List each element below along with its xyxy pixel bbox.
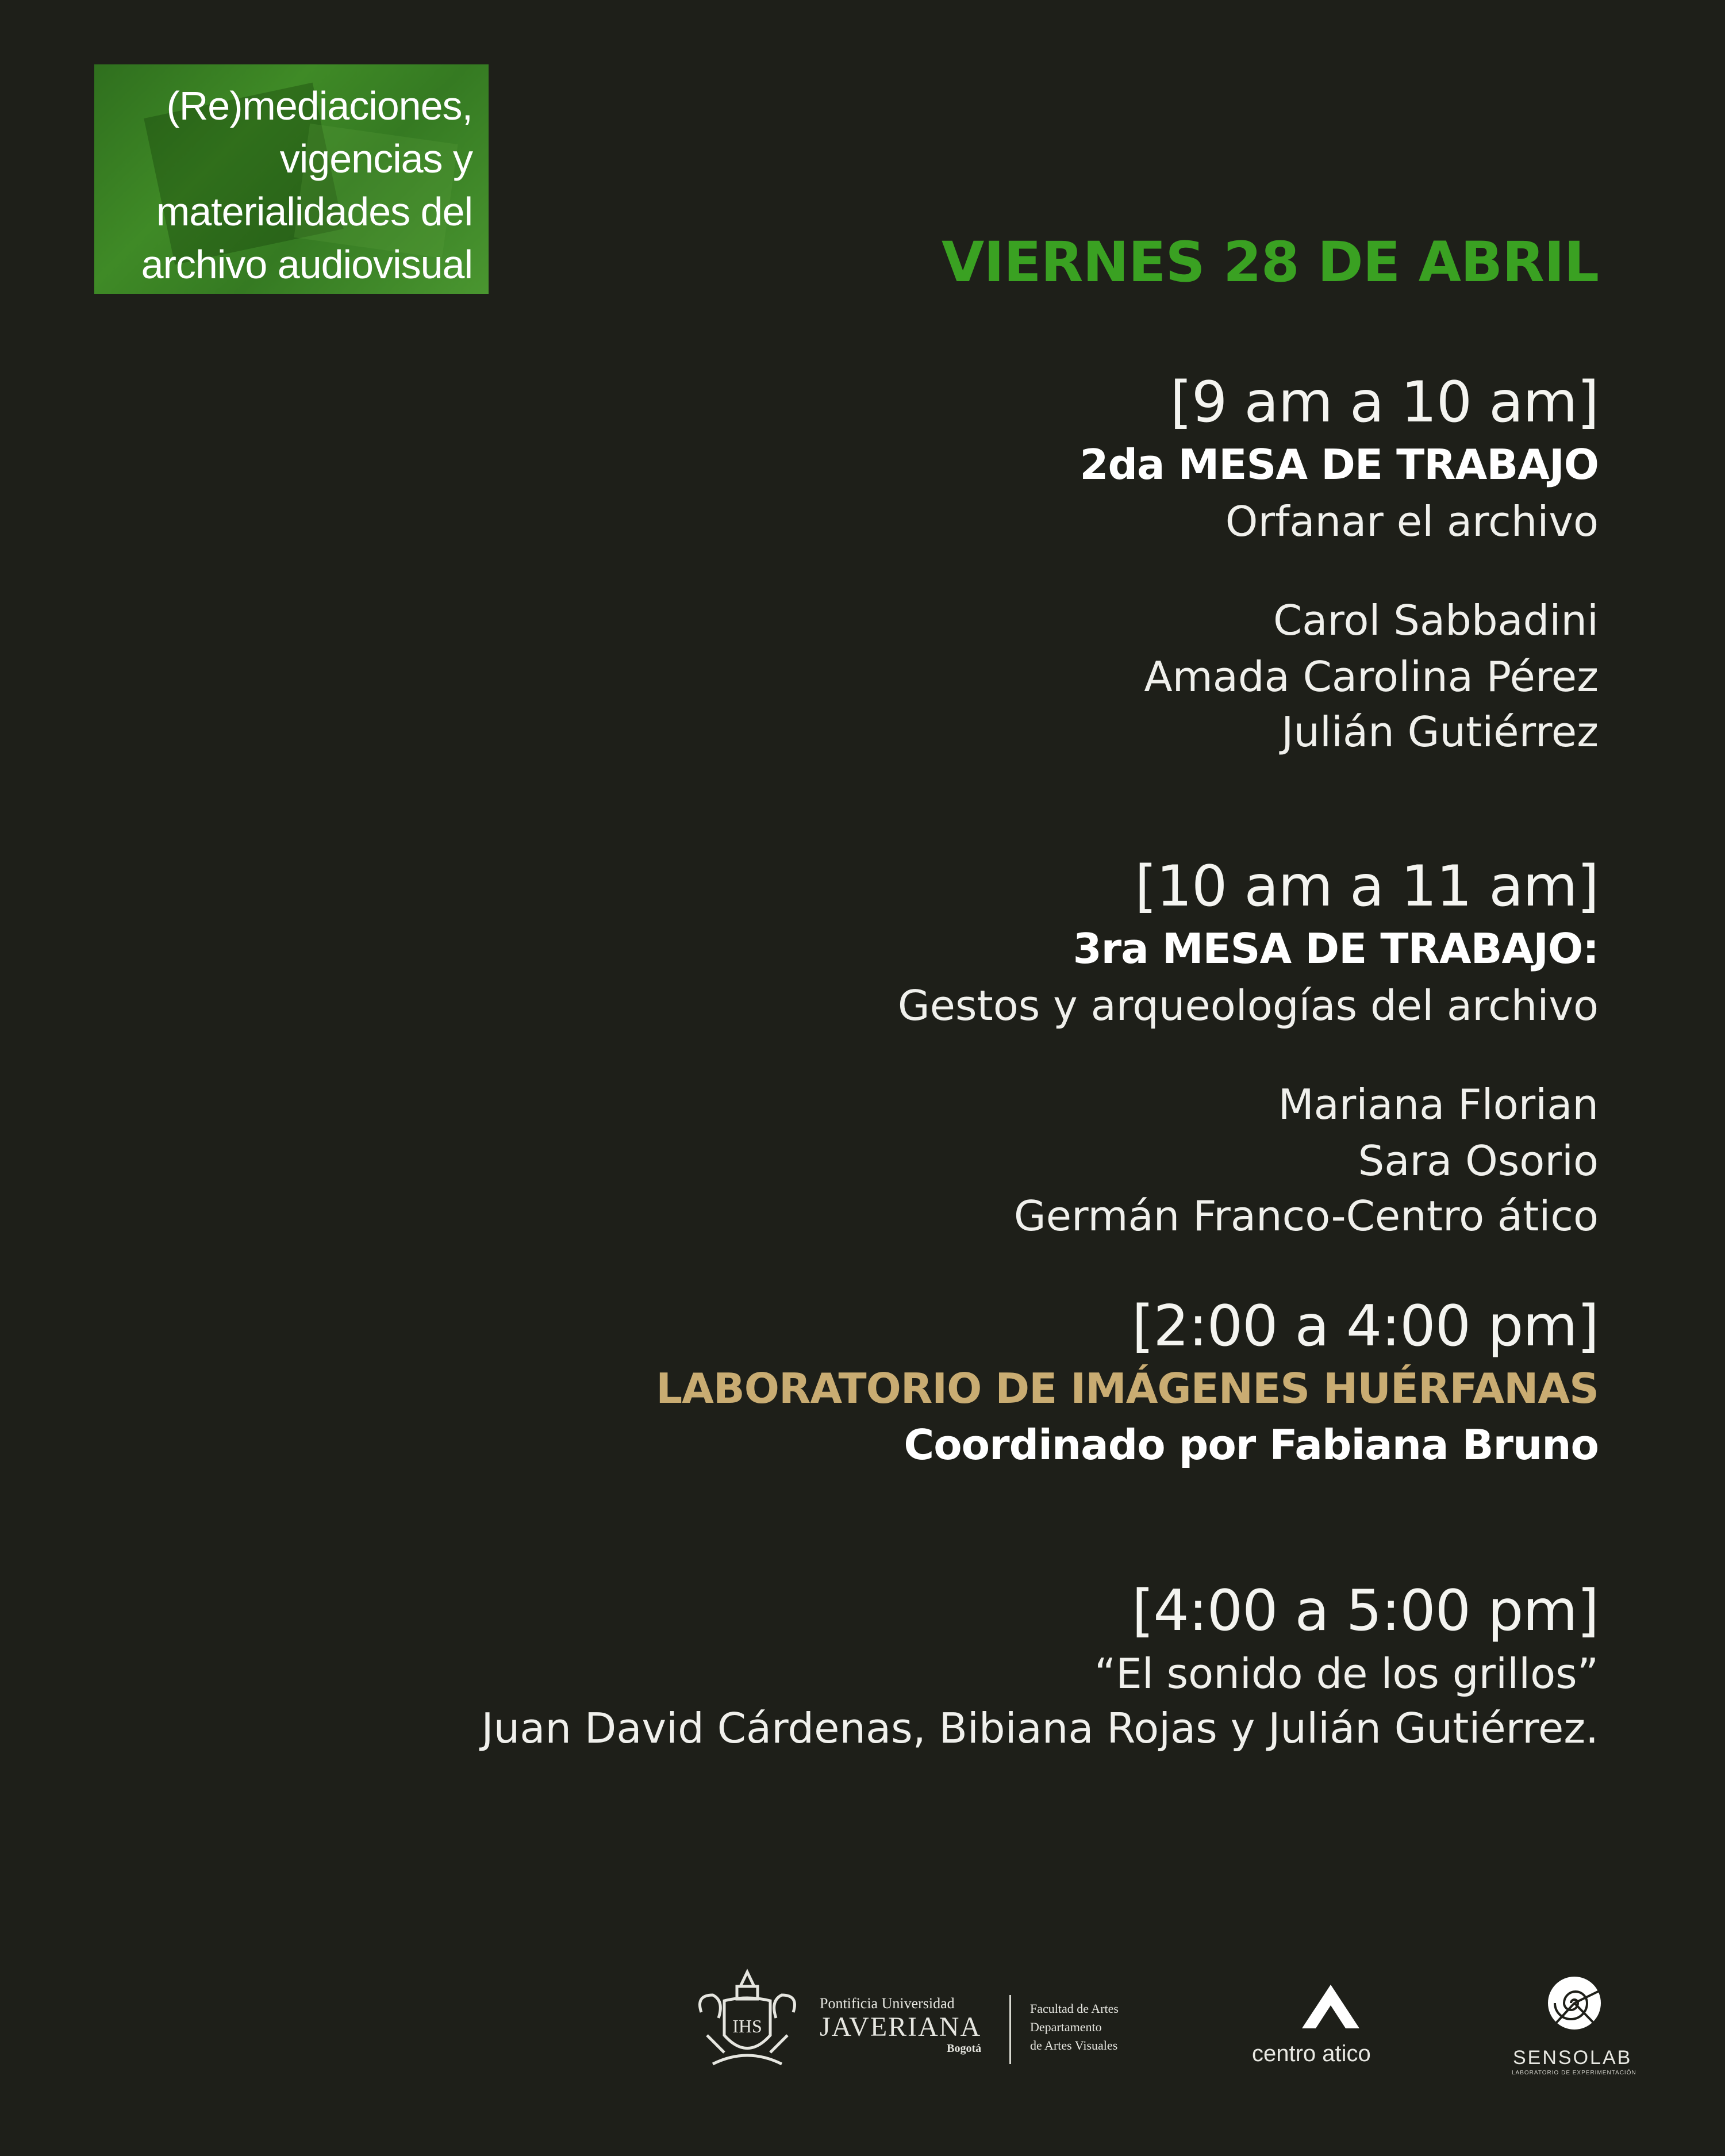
faculty-line: Departamento [1030, 2020, 1102, 2034]
speaker-name: Sara Osorio [1358, 1137, 1599, 1185]
event-title [141, 79, 472, 291]
atico-label: centro atico [1252, 2041, 1371, 2066]
session-title: 3ra MESA DE TRABAJO: [1073, 924, 1599, 973]
speaker-name: Mariana Florian [1278, 1080, 1599, 1129]
javeriana-wordmark [820, 1995, 981, 2055]
nautilus-spiral-icon [1537, 1973, 1612, 2036]
speaker-name: Germán Franco-Centro ático [1013, 1192, 1599, 1240]
event-title-line: archivo audiovisual [141, 242, 472, 287]
session-title: LABORATORIO DE IMÁGENES HUÉRFANAS [656, 1364, 1599, 1413]
logo-divider [1009, 1995, 1011, 2064]
session-time: [10 am a 11 am] [1135, 854, 1599, 919]
atico-chevron-icon [1296, 1978, 1365, 2035]
event-logo-box [94, 64, 489, 294]
speaker-names: Juan David Cárdenas, Bibiana Rojas y Julián Gutiérrez. [481, 1704, 1599, 1752]
speaker-name: Amada Carolina Pérez [1144, 653, 1599, 701]
session-subtitle: “El sonido de los grillos” [1094, 1649, 1599, 1698]
session-time: [4:00 a 5:00 pm] [1132, 1578, 1599, 1644]
event-title-line: materialidades del [156, 189, 472, 234]
sponsor-logos [684, 1955, 1661, 2081]
svg-text:IHS: IHS [732, 2016, 762, 2036]
session-subtitle: Orfanar el archivo [1225, 497, 1599, 546]
session-title: 2da MESA DE TRABAJO [1079, 440, 1599, 489]
speaker-name: Julián Gutiérrez [1281, 708, 1599, 756]
faculty-line: Facultad de Artes [1030, 2001, 1119, 2016]
javeriana-line1: Pontificia Universidad [820, 1995, 955, 2012]
faculty-label [1030, 2000, 1119, 2055]
javeriana-crest-icon [690, 1961, 805, 2076]
session-time: [2:00 a 4:00 pm] [1132, 1294, 1599, 1359]
event-title-line: vigencias y [279, 136, 472, 181]
javeriana-line2: JAVERIANA [820, 2012, 982, 2042]
javeriana-city: Bogotá [947, 2042, 982, 2055]
sensolab-label: SENSOLAB [1513, 2047, 1632, 2069]
event-title-line: (Re)mediaciones, [166, 83, 472, 128]
session-subtitle: Gestos y arqueologías del archivo [897, 981, 1599, 1030]
session-time: [9 am a 10 am] [1170, 370, 1599, 435]
session-coordinator: Coordinado por Fabiana Bruno [904, 1421, 1599, 1469]
event-date: VIERNES 28 DE ABRIL [942, 230, 1599, 294]
sensolab-sublabel: LABORATORIO DE EXPERIMENTACIÓN [1512, 2070, 1636, 2076]
faculty-line: de Artes Visuales [1030, 2038, 1118, 2053]
speaker-name: Carol Sabbadini [1273, 596, 1599, 645]
